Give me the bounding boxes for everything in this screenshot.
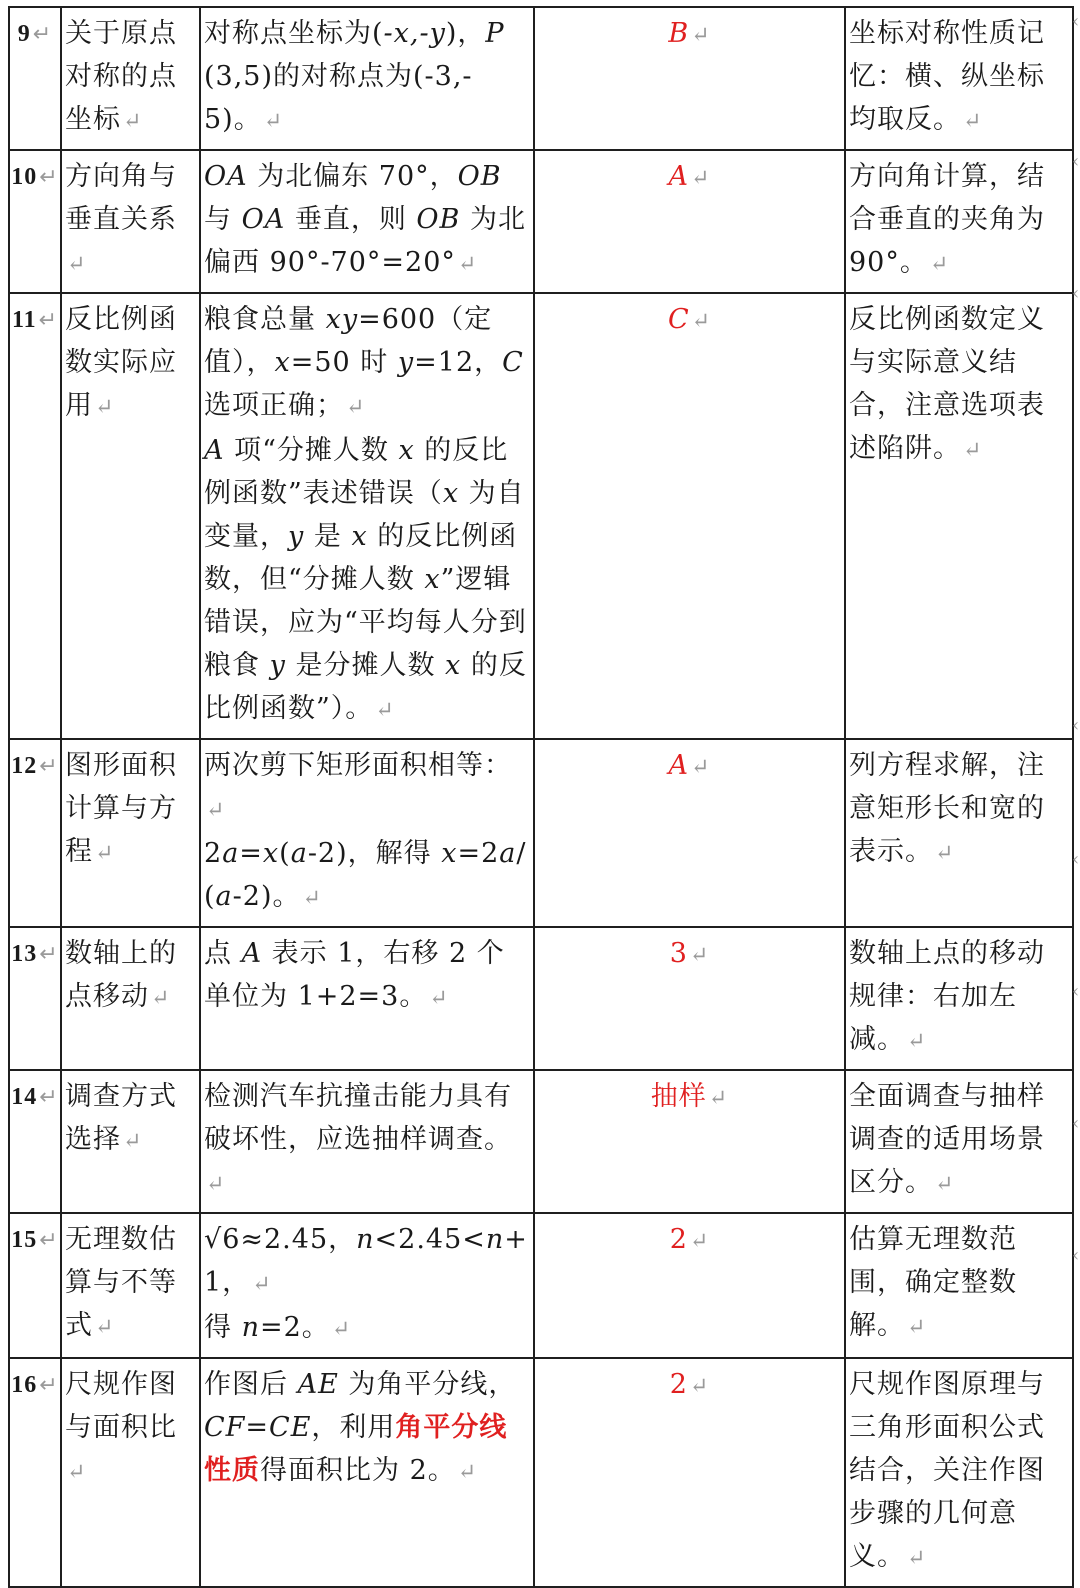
- note-text: 估算无理数范围，确定整数解。: [849, 1224, 1017, 1341]
- answer-cell: [534, 7, 845, 150]
- math-variable: n: [356, 1224, 375, 1255]
- note-cell: [845, 1358, 1073, 1587]
- math-variable: y: [269, 650, 286, 681]
- return-mark: [123, 1129, 142, 1154]
- analysis-text: =50 时: [290, 347, 398, 378]
- edge-mark: ‹: [1072, 1113, 1080, 1134]
- analysis-text: /(: [204, 838, 527, 912]
- analysis-text: 点: [204, 938, 242, 969]
- answer-cell: [534, 927, 845, 1070]
- answer-cell: [534, 739, 845, 927]
- math-variable: x: [441, 838, 458, 869]
- return-mark: [907, 1315, 926, 1340]
- note-cell: [845, 1070, 1073, 1213]
- question-number: [9, 150, 61, 293]
- math-variable: x: [442, 478, 460, 509]
- math-variable: CE: [269, 1412, 312, 1443]
- note-text: 列方程求解，注意矩形长和宽的表示。: [849, 750, 1045, 867]
- analysis-text: 得面积比为 2。: [260, 1455, 456, 1486]
- return-mark: [67, 252, 86, 277]
- question-number-text: 14: [11, 1084, 38, 1110]
- math-variable: a: [499, 838, 517, 869]
- math-variable: OB: [457, 161, 502, 192]
- edge-mark: ‹: [1072, 715, 1080, 736]
- edge-mark: ‹: [1072, 11, 1080, 32]
- answer-text: A: [668, 161, 690, 192]
- analysis-text: 的反比例函数，但“分摊人数: [204, 521, 518, 595]
- question-number-text: 16: [11, 1372, 38, 1398]
- return-mark: [252, 1272, 271, 1297]
- topic-cell: [61, 150, 200, 293]
- return-mark: [39, 1084, 58, 1109]
- note-cell: [845, 7, 1073, 150]
- analysis-text: 为北偏东 70°，: [247, 161, 458, 192]
- table-row: [9, 1070, 1073, 1213]
- return-mark: [429, 986, 448, 1011]
- analysis-cell: [200, 1070, 534, 1213]
- math-variable: x: [274, 347, 291, 378]
- analysis-text: 是分摊人数: [285, 650, 446, 681]
- analysis-cell: [200, 7, 534, 150]
- analysis-text: (3,5)的对称点为(-3,-5)。: [204, 61, 473, 135]
- topic-text: 关于原点对称的点坐标: [65, 18, 177, 135]
- note-cell: [845, 739, 1073, 927]
- analysis-text: 作图后: [204, 1369, 298, 1400]
- edge-mark: ‹: [1072, 283, 1080, 304]
- return-mark: [691, 166, 710, 191]
- topic-text: 方向角与垂直关系: [65, 161, 177, 235]
- analysis-text: =2。: [259, 1312, 330, 1343]
- analysis-text: ”逻辑错误，应为“平均每人分到粮食: [204, 564, 527, 681]
- solution-table: [8, 6, 1074, 1588]
- topic-cell: [61, 739, 200, 927]
- return-mark: [692, 309, 711, 334]
- analysis-text: =12，: [414, 347, 503, 378]
- return-mark: [690, 943, 709, 968]
- analysis-text: (: [279, 838, 291, 869]
- note-text: 坐标对称性质记忆：横、纵坐标均取反。: [849, 18, 1045, 135]
- math-variable: y: [288, 521, 305, 552]
- question-number: [9, 739, 61, 927]
- table-row: [9, 150, 1073, 293]
- analysis-text: =: [245, 1412, 270, 1443]
- table-row: [9, 927, 1073, 1070]
- analysis-text: =600（定值），: [204, 304, 493, 378]
- math-variable: C: [502, 347, 524, 378]
- return-mark: [39, 753, 58, 778]
- table-row: [9, 1213, 1073, 1358]
- analysis-cell: [200, 150, 534, 293]
- answer-cell: [534, 1358, 845, 1587]
- analysis-text: 为自变量，: [204, 478, 525, 552]
- answer-text: A: [668, 750, 690, 781]
- note-cell: [845, 927, 1073, 1070]
- return-mark: [907, 1546, 926, 1571]
- math-variable: A: [241, 938, 263, 969]
- answer-text: 2: [669, 1224, 688, 1255]
- analysis-text: 的反比例函数”）。: [204, 650, 527, 724]
- return-mark: [930, 252, 949, 277]
- return-mark: [375, 698, 394, 723]
- note-cell: [845, 1213, 1073, 1358]
- analysis-text: =: [239, 838, 263, 869]
- table-body: [9, 7, 1073, 1587]
- question-number: [9, 7, 61, 150]
- question-number-text: 11: [11, 307, 37, 333]
- return-mark: [690, 1229, 709, 1254]
- return-mark: [691, 23, 710, 48]
- analysis-text: 两次剪下矩形面积相等：: [204, 750, 512, 781]
- math-variable: P: [485, 18, 505, 49]
- math-variable: n: [485, 1224, 505, 1255]
- question-number-text: 15: [11, 1227, 38, 1253]
- return-mark: [963, 109, 982, 134]
- note-cell: [845, 150, 1073, 293]
- question-number: [9, 1213, 61, 1358]
- analysis-text: 2: [204, 838, 223, 869]
- question-number-text: 13: [11, 941, 38, 967]
- math-variable: x: [445, 650, 462, 681]
- math-variable: CF: [204, 1412, 246, 1443]
- return-mark: [709, 1086, 728, 1111]
- return-mark: [935, 841, 954, 866]
- math-variable: OB: [416, 204, 461, 235]
- note-text: 反比例函数定义与实际意义结合，注意选项表述陷阱。: [849, 304, 1045, 464]
- topic-cell: [61, 7, 200, 150]
- return-mark: [458, 1460, 477, 1485]
- return-mark: [67, 1460, 86, 1485]
- answer-text: B: [668, 18, 690, 49]
- answer-text: 3: [669, 938, 688, 969]
- return-mark: [458, 252, 477, 277]
- return-mark: [39, 941, 58, 966]
- math-variable: x: [262, 838, 280, 869]
- topic-text: 无理数估算与不等式: [65, 1224, 177, 1341]
- answer-cell: [534, 1213, 845, 1358]
- table-row: [9, 739, 1073, 927]
- analysis-text: )，: [445, 18, 486, 49]
- math-variable: x: [424, 564, 441, 595]
- edge-mark: ‹: [1072, 151, 1080, 172]
- note-cell: [845, 293, 1073, 739]
- analysis-text: 的反比例函数”表述错误（: [204, 435, 509, 509]
- topic-text: 尺规作图与面积比: [65, 1369, 177, 1443]
- edge-mark: ‹: [1072, 1245, 1080, 1266]
- note-text: 全面调查与抽样调查的适用场景区分。: [849, 1081, 1045, 1198]
- return-mark: [963, 438, 982, 463]
- math-variable: x: [351, 521, 368, 552]
- math-variable: x: [398, 435, 415, 466]
- edge-mark: ‹: [1072, 849, 1080, 870]
- return-mark: [95, 1315, 114, 1340]
- answer-cell: [534, 150, 845, 293]
- analysis-cell: [200, 927, 534, 1070]
- analysis-text: √6≈2.45，: [204, 1224, 357, 1255]
- topic-text: 调查方式选择: [65, 1081, 177, 1155]
- math-variable: A: [204, 435, 225, 466]
- analysis-text: +1，: [204, 1224, 528, 1298]
- math-variable: xy: [325, 304, 359, 335]
- analysis-text: -2)，解得: [307, 838, 442, 869]
- math-variable: AE: [297, 1369, 339, 1400]
- return-mark: [39, 307, 58, 332]
- analysis-cell: [200, 293, 534, 739]
- math-variable: OA: [241, 204, 286, 235]
- analysis-text: 垂直，则: [285, 204, 417, 235]
- analysis-text: 与: [204, 204, 242, 235]
- analysis-text: 表示 1，右移 2 个单位为 1+2=3。: [204, 938, 505, 1012]
- return-mark: [123, 109, 142, 134]
- analysis-cell: [200, 1213, 534, 1358]
- question-number: [9, 293, 61, 739]
- answer-cell: [534, 293, 845, 739]
- table-row: [9, 1358, 1073, 1587]
- analysis-cell: [200, 739, 534, 927]
- analysis-text: 得: [204, 1312, 242, 1343]
- analysis-text: 为角平分线，: [338, 1369, 517, 1400]
- analysis-text: <2.45<: [374, 1224, 486, 1255]
- question-number: [9, 1070, 61, 1213]
- topic-text: 图形面积计算与方程: [65, 750, 177, 867]
- math-variable: y: [397, 347, 415, 378]
- topic-text: 数轴上的点移动: [65, 938, 177, 1012]
- math-variable: a: [215, 881, 233, 912]
- math-variable: a: [222, 838, 240, 869]
- return-mark: [332, 1317, 351, 1342]
- answer-text: 2: [669, 1369, 688, 1400]
- math-variable: -x,-y: [383, 18, 446, 49]
- analysis-text: 对称点坐标为(: [204, 18, 384, 49]
- note-text: 尺规作图原理与三角形面积公式结合，关注作图步骤的几何意义。: [849, 1369, 1045, 1572]
- note-text: 方向角计算，结合垂直的夹角为 90°。: [849, 161, 1045, 278]
- answer-text: C: [667, 304, 690, 335]
- analysis-text: 是: [304, 521, 352, 552]
- math-variable: OA: [204, 161, 248, 192]
- key-term: 角平分线性质: [204, 1412, 508, 1486]
- analysis-text: =2: [457, 838, 500, 869]
- topic-cell: [61, 293, 200, 739]
- return-mark: [95, 395, 114, 420]
- answer-text: 抽样: [650, 1081, 707, 1112]
- return-mark: [95, 841, 114, 866]
- math-variable: a: [290, 838, 308, 869]
- answer-cell: [534, 1070, 845, 1213]
- return-mark: [206, 1172, 225, 1197]
- table-row: [9, 7, 1073, 150]
- return-mark: [151, 986, 170, 1011]
- return-mark: [935, 1172, 954, 1197]
- analysis-text: -2)。: [232, 881, 301, 912]
- return-mark: [303, 886, 322, 911]
- edge-mark: ‹: [1072, 981, 1080, 1002]
- analysis-text: 检测汽车抗撞击能力具有破坏性，应选抽样调查。: [204, 1081, 512, 1155]
- return-mark: [690, 1374, 709, 1399]
- analysis-text: 为北偏西 90°-70°=20°: [204, 204, 526, 278]
- return-mark: [39, 1372, 58, 1397]
- topic-cell: [61, 1070, 200, 1213]
- return-mark: [39, 1227, 58, 1252]
- return-mark: [346, 395, 365, 420]
- topic-text: 反比例函数实际应用: [65, 304, 177, 421]
- analysis-cell: [200, 1358, 534, 1587]
- topic-cell: [61, 1358, 200, 1587]
- return-mark: [206, 798, 225, 823]
- return-mark: [33, 21, 52, 46]
- analysis-text: ，利用: [311, 1412, 396, 1443]
- return-mark: [264, 109, 283, 134]
- analysis-text: 粮食总量: [204, 304, 326, 335]
- return-mark: [39, 164, 58, 189]
- question-number-text: 10: [11, 164, 38, 190]
- question-number-text: 9: [17, 21, 31, 47]
- analysis-text: 项“分摊人数: [224, 435, 399, 466]
- return-mark: [691, 755, 710, 780]
- topic-cell: [61, 1213, 200, 1358]
- question-number: [9, 1358, 61, 1587]
- analysis-text: 选项正确；: [204, 390, 344, 421]
- topic-cell: [61, 927, 200, 1070]
- return-mark: [907, 1029, 926, 1054]
- note-text: 数轴上点的移动规律：右加左减。: [849, 938, 1045, 1055]
- question-number: [9, 927, 61, 1070]
- math-variable: n: [241, 1312, 260, 1343]
- table-row: [9, 293, 1073, 739]
- question-number-text: 12: [11, 753, 38, 779]
